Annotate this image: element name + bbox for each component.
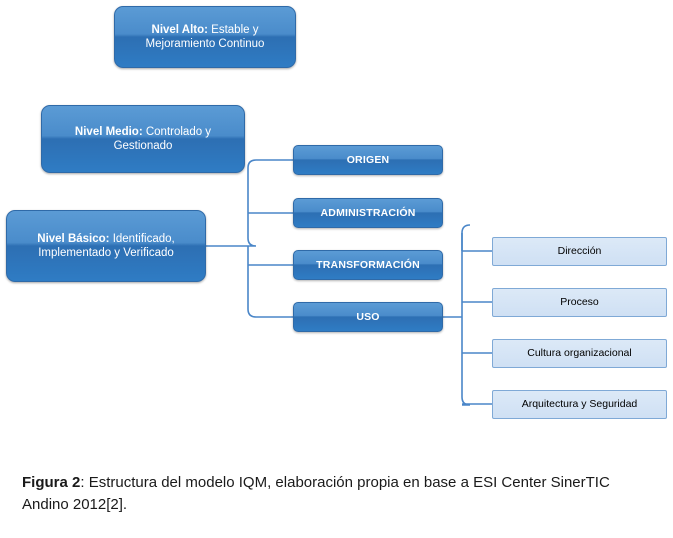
node-nivel-alto[interactable] (114, 6, 296, 68)
node-direccion[interactable] (492, 237, 667, 266)
node-nivel-medio-label-rest: Controlado y Gestionado (113, 125, 212, 152)
node-nivel-alto-label-bold: Nivel Alto: (151, 23, 208, 36)
node-nivel-medio[interactable] (41, 105, 245, 173)
node-nivel-medio-label (50, 125, 236, 153)
node-administracion-label: ADMINISTRACIÓN (320, 206, 416, 219)
node-uso[interactable] (293, 302, 443, 332)
node-proceso[interactable] (492, 288, 667, 317)
node-nivel-alto-label-rest: Estable y Mejoramiento Continuo (145, 23, 265, 50)
node-origen-label: ORIGEN (346, 153, 390, 166)
node-nivel-basico-label-bold: Nivel Básico: (37, 232, 110, 245)
figure-caption (22, 472, 652, 516)
node-transformacion[interactable] (293, 250, 443, 280)
node-arquitectura-y-seguridad-label: Arquitectura y Seguridad (521, 398, 638, 411)
node-arquitectura-y-seguridad[interactable] (492, 390, 667, 419)
node-nivel-basico[interactable] (6, 210, 206, 282)
node-nivel-basico-label-rest: Identificado, Implementado y Verificado (38, 232, 175, 259)
node-cultura-organizacional[interactable] (492, 339, 667, 368)
node-administracion[interactable] (293, 198, 443, 228)
node-nivel-alto-label (123, 23, 287, 51)
node-transformacion-label: TRANSFORMACIÓN (316, 258, 420, 271)
node-nivel-basico-label (15, 232, 197, 260)
node-cultura-organizacional-label: Cultura organizacional (527, 347, 632, 360)
node-nivel-medio-label-bold: Nivel Medio: (74, 125, 143, 138)
node-uso-label: USO (356, 310, 380, 323)
node-origen[interactable] (293, 145, 443, 175)
figure-caption-text: : Estructura del modelo IQM, elaboración propia en base a ESI Center SinerTIC Andino 2012[2]. (22, 474, 610, 513)
figure-caption-label: Figura 2 (22, 474, 81, 491)
node-direccion-label: Dirección (557, 245, 602, 258)
node-proceso-label: Proceso (560, 296, 599, 309)
